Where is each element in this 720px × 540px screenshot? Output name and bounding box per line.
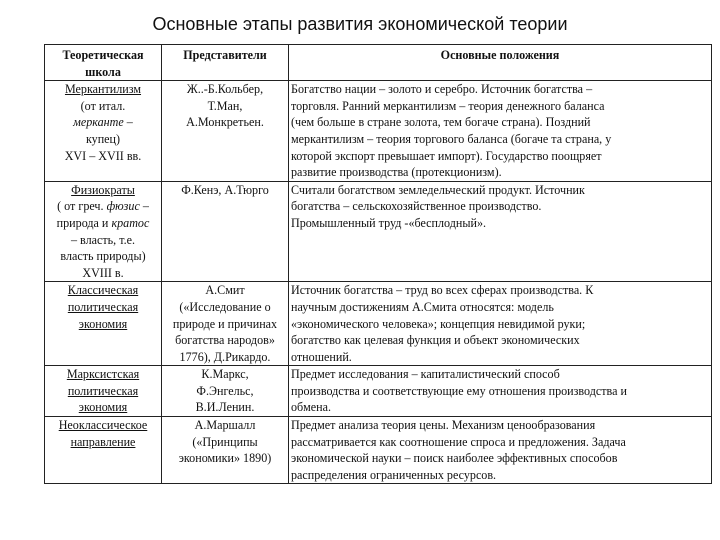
representative: Ф.Кенэ, А.Тюрго [181, 182, 269, 197]
idea-line: отношений. [291, 349, 352, 364]
idea-line: Источник богатства – труд во всех сферах производства. К [291, 283, 594, 298]
school-origin: (от итал. [80, 98, 126, 113]
representatives-cell [162, 366, 289, 417]
table-row [45, 282, 712, 366]
school-origin: власть природы) [60, 249, 146, 264]
idea-line: Богатство нации – золото и серебро. Источник богатства – [291, 82, 593, 97]
header-main-ideas: Основные положения [289, 45, 712, 81]
school-period: XVI – XVII вв. [64, 148, 142, 163]
ideas-cell [289, 366, 712, 417]
school-name: направление [70, 434, 136, 449]
school-cell [45, 81, 162, 182]
idea-line: рассматривается как соотношение спроса и предложения. Задача [291, 434, 626, 449]
idea-line: Предмет исследования – капиталистический способ [291, 367, 560, 382]
idea-line: Считали богатством земледельческий продукт. Источник [291, 182, 585, 197]
idea-line: распределения ограниченных ресурсов. [291, 467, 497, 482]
ideas-cell [289, 81, 712, 182]
representative: А.Смит [205, 283, 245, 298]
school-origin: купец) [85, 131, 121, 146]
idea-line: экономической науки – поиск наиболее эффективных способов [291, 451, 618, 466]
idea-line: производства и соответствующие ему отношения производства и [291, 383, 627, 398]
school-origin: мерканте – [73, 115, 133, 130]
idea-line: «экономического человека»; концепция невидимой руки; [291, 316, 586, 331]
idea-line: (чем больше в стране золота, тем богаче страна). Поздний [291, 115, 591, 130]
representative: А.Маршалл [194, 418, 256, 433]
idea-line: богатство как целевая функция и объект экономических [291, 333, 580, 348]
representative: экономики» 1890) [178, 451, 272, 466]
school-name: политическая [67, 299, 139, 314]
school-name: политическая [67, 383, 139, 398]
school-cell [45, 417, 162, 484]
idea-line: развитие производства (протекционизм). [291, 165, 502, 180]
page-title: Основные этапы развития экономической теории [152, 14, 568, 34]
school-cell [45, 366, 162, 417]
ideas-cell [289, 282, 712, 366]
idea-line: меркантилизм – теория торгового баланса (богаче та страна, у [291, 131, 612, 146]
representative: Ж..-Б.Кольбер, [186, 82, 264, 97]
idea-line: обмена. [291, 400, 331, 415]
representative: богатства народов» [175, 333, 275, 348]
idea-line: научным достижениям А.Смита относятся: модель [291, 299, 554, 314]
idea-line: которой экспорт превышает импорт). Государство поощряет [291, 148, 602, 163]
representative: («Исследование о [179, 299, 271, 314]
representative: 1776), Д.Рикардо. [179, 349, 271, 364]
school-name: Классическая [67, 283, 139, 298]
representative: («Принципы [192, 434, 258, 449]
school-name: Марксистская [66, 367, 140, 382]
table-row [45, 181, 712, 282]
school-period: XVIII в. [82, 265, 124, 280]
representative: К.Маркс, [201, 367, 249, 382]
ideas-cell [289, 181, 712, 282]
representatives-cell [162, 81, 289, 182]
school-cell [45, 181, 162, 282]
representative: А.Монкретьен. [186, 115, 264, 130]
representative: Ф.Энгельс, [196, 383, 254, 398]
school-name: Неоклассическое [58, 418, 148, 433]
idea-line: богатства – сельскохозяйственное производство. [291, 199, 542, 214]
school-name: экономия [78, 316, 128, 331]
economic-theory-table [44, 44, 712, 484]
school-name: Физиократы [71, 182, 135, 197]
school-name: Меркантилизм [64, 82, 142, 97]
table-row [45, 417, 712, 484]
table-header-row [45, 45, 712, 81]
school-origin: природа и кратос [56, 215, 150, 230]
school-origin: – власть, т.е. [70, 232, 136, 247]
idea-line: Предмет анализа теория цены. Механизм ценообразования [291, 418, 596, 433]
representative: Т.Ман, [207, 98, 243, 113]
table-row [45, 81, 712, 182]
header-representatives: Представители [162, 45, 289, 81]
representative: В.И.Ленин. [195, 400, 255, 415]
header-school: Теоретическая школа [45, 45, 162, 81]
idea-line: Промышленный труд -«бесплодный». [291, 215, 487, 230]
representative: природе и причинах [172, 316, 278, 331]
table-row [45, 366, 712, 417]
school-origin: ( от греч. фюзис – [57, 199, 149, 214]
idea-line: торговля. Ранний меркантилизм – теория денежного баланса [291, 98, 605, 113]
ideas-cell [289, 417, 712, 484]
school-name: экономия [78, 400, 128, 415]
representatives-cell [162, 417, 289, 484]
representatives-cell [162, 282, 289, 366]
representatives-cell [162, 181, 289, 282]
school-cell [45, 282, 162, 366]
